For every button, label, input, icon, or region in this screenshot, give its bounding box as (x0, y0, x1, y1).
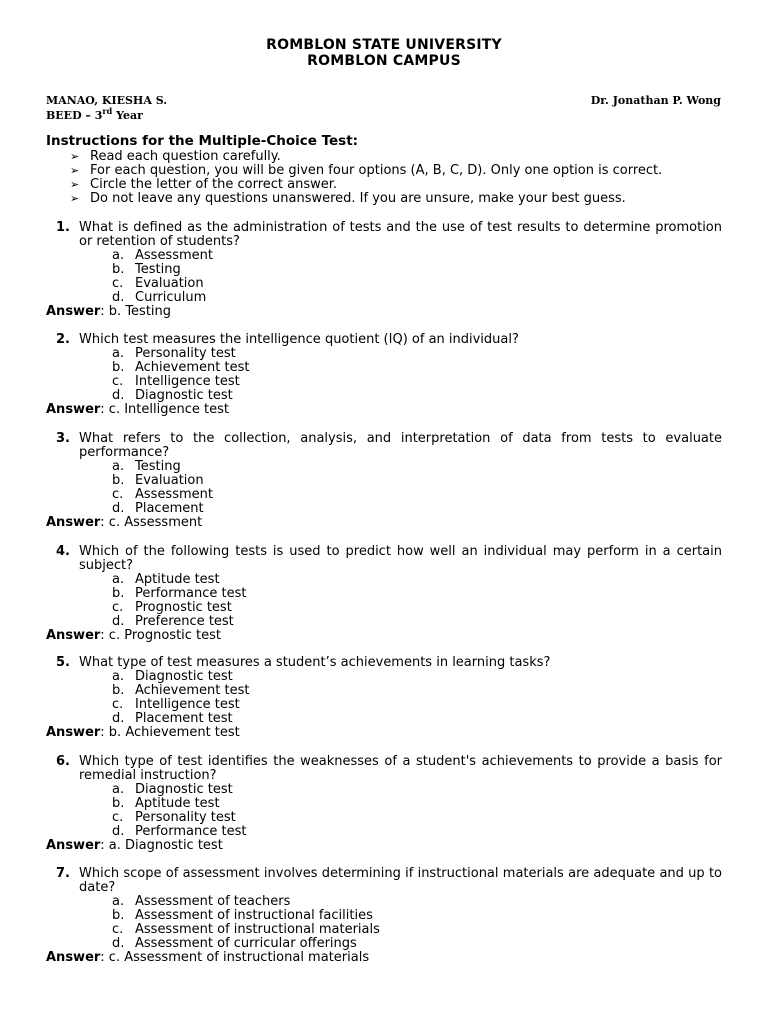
question-text: 6. Which type of test identifies the weaknesses of a student's achievements to provide a basis for remedial instruction? (56, 754, 722, 783)
campus-title: ROMBLON CAMPUS (307, 53, 461, 69)
instruction-item: ➢ Do not leave any questions unanswered. If you are unsure, make your best guess. (70, 191, 626, 206)
option-letter: b. (112, 683, 125, 698)
option-item[interactable]: c. Intelligence test (112, 374, 240, 389)
option-letter: a. (112, 346, 125, 361)
option-letter: a. (112, 459, 125, 474)
option-letter: b. (112, 262, 125, 277)
answer-label: Answer (46, 838, 101, 853)
question-block (46, 221, 722, 319)
question-block (46, 545, 722, 643)
instructions-title: Instructions for the Multiple-Choice Test: (46, 133, 359, 149)
arrow-bullet-icon: ➢ (70, 192, 80, 205)
option-letter: c. (112, 487, 124, 502)
question-text: 4. Which of the following tests is used to predict how well an individual may perform in a certain subject? (56, 544, 722, 573)
options-list (46, 249, 722, 305)
answer-line: Answer: c. Intelligence test (46, 402, 229, 417)
student-name: MANAO, KIESHA S. (46, 94, 168, 107)
option-item[interactable]: a. Personality test (112, 346, 236, 361)
question-text: 3. What refers to the collection, analysis, and interpretation of data from tests to evaluate performance? (56, 431, 722, 460)
option-letter: c. (112, 374, 124, 389)
option-letter: a. (112, 248, 125, 263)
question-block (46, 333, 722, 417)
arrow-bullet-icon: ➢ (70, 164, 80, 177)
answer-label: Answer (46, 515, 101, 530)
option-letter: a. (112, 669, 125, 684)
option-letter: d. (112, 388, 125, 403)
option-item[interactable]: d. Performance test (112, 824, 247, 839)
option-letter: c. (112, 697, 124, 712)
option-item[interactable]: c. Prognostic test (112, 600, 232, 615)
option-item[interactable]: b. Achievement test (112, 683, 250, 698)
option-item[interactable]: b. Aptitude test (112, 796, 220, 811)
options-list (46, 783, 722, 839)
option-letter: c. (112, 600, 124, 615)
option-letter: b. (112, 360, 125, 375)
option-letter: a. (112, 782, 125, 797)
option-letter: a. (112, 894, 125, 909)
course-year (46, 106, 143, 122)
arrow-bullet-icon: ➢ (70, 178, 80, 191)
option-item[interactable]: d. Assessment of curricular offerings (112, 936, 357, 951)
option-item[interactable]: d. Preference test (112, 614, 234, 629)
option-item[interactable]: b. Evaluation (112, 473, 204, 488)
option-letter: d. (112, 824, 125, 839)
option-item[interactable]: c. Assessment (112, 487, 213, 502)
question-text: 1. What is defined as the administration of tests and the use of test results to determine promotion or retention of students? (56, 220, 722, 249)
option-item[interactable]: a. Testing (112, 459, 181, 474)
question-number: 2. (56, 332, 70, 347)
option-item[interactable]: a. Diagnostic test (112, 669, 233, 684)
answer-line: Answer: c. Prognostic test (46, 628, 222, 643)
option-item[interactable]: d. Placement test (112, 711, 233, 726)
option-letter: c. (112, 276, 124, 291)
option-item[interactable]: a. Diagnostic test (112, 782, 233, 797)
course-prefix: BEED – 3 (46, 109, 103, 122)
option-item[interactable]: b. Assessment of instructional facilities (112, 908, 373, 923)
answer-label: Answer (46, 402, 101, 417)
option-item[interactable]: b. Achievement test (112, 360, 250, 375)
question-block (46, 755, 722, 853)
option-item[interactable]: c. Personality test (112, 810, 236, 825)
option-letter: c. (112, 922, 124, 937)
question-number: 1. (56, 220, 70, 235)
option-letter: d. (112, 711, 125, 726)
answer-line: Answer: c. Assessment (46, 515, 203, 530)
option-item[interactable]: d. Placement (112, 501, 204, 516)
instruction-item: ➢ Read each question carefully. (70, 149, 281, 164)
option-letter: b. (112, 473, 125, 488)
arrow-bullet-icon: ➢ (70, 150, 80, 163)
option-item[interactable]: c. Assessment of instructional materials (112, 922, 380, 937)
course-superscript: rd (102, 106, 113, 116)
answer-line: Answer: a. Diagnostic test (46, 838, 223, 853)
option-letter: d. (112, 614, 125, 629)
option-item[interactable]: a. Assessment (112, 248, 213, 263)
answer-label: Answer (46, 628, 101, 643)
option-letter: d. (112, 290, 125, 305)
options-list (46, 670, 722, 726)
option-letter: c. (112, 810, 124, 825)
course-suffix: Year (112, 109, 143, 122)
instructions-list (70, 150, 662, 206)
question-text: 2. Which test measures the intelligence quotient (IQ) of an individual? (56, 332, 519, 347)
answer-line: Answer: b. Testing (46, 304, 172, 319)
question-block (46, 656, 722, 740)
options-list (46, 573, 722, 629)
question-number: 6. (56, 754, 70, 769)
option-item[interactable]: a. Aptitude test (112, 572, 220, 587)
option-letter: d. (112, 501, 125, 516)
options-list (46, 895, 722, 951)
options-list (46, 460, 722, 516)
question-number: 7. (56, 866, 70, 881)
option-letter: d. (112, 936, 125, 951)
option-letter: a. (112, 572, 125, 587)
answer-line: Answer: b. Achievement test (46, 725, 240, 740)
question-number: 4. (56, 544, 70, 559)
answer-line: Answer: c. Assessment of instructional materials (46, 950, 370, 965)
option-letter: b. (112, 586, 125, 601)
instruction-item: ➢ Circle the letter of the correct answer. (70, 177, 338, 192)
question-text: 7. Which scope of assessment involves determining if instructional materials are adequate and up to date? (56, 866, 722, 895)
option-item[interactable]: b. Testing (112, 262, 181, 277)
option-letter: b. (112, 796, 125, 811)
option-item[interactable]: b. Performance test (112, 586, 247, 601)
question-block (46, 867, 722, 965)
answer-label: Answer (46, 950, 101, 965)
question-number: 3. (56, 431, 70, 446)
instruction-item: ➢ For each question, you will be given four options (A, B, C, D). Only one option is correct. (70, 163, 663, 178)
option-item[interactable]: c. Evaluation (112, 276, 204, 291)
instructor-name: Dr. Jonathan P. Wong (590, 94, 721, 107)
option-letter: b. (112, 908, 125, 923)
option-item[interactable]: a. Assessment of teachers (112, 894, 291, 909)
option-item[interactable]: c. Intelligence test (112, 697, 240, 712)
answer-label: Answer (46, 725, 101, 740)
question-text: 5. What type of test measures a student’s achievements in learning tasks? (56, 655, 551, 670)
answer-label: Answer (46, 304, 101, 319)
university-title: ROMBLON STATE UNIVERSITY (266, 37, 502, 53)
question-block (46, 432, 722, 530)
question-number: 5. (56, 655, 70, 670)
option-item[interactable]: d. Curriculum (112, 290, 207, 305)
options-list (46, 347, 722, 403)
option-item[interactable]: d. Diagnostic test (112, 388, 233, 403)
